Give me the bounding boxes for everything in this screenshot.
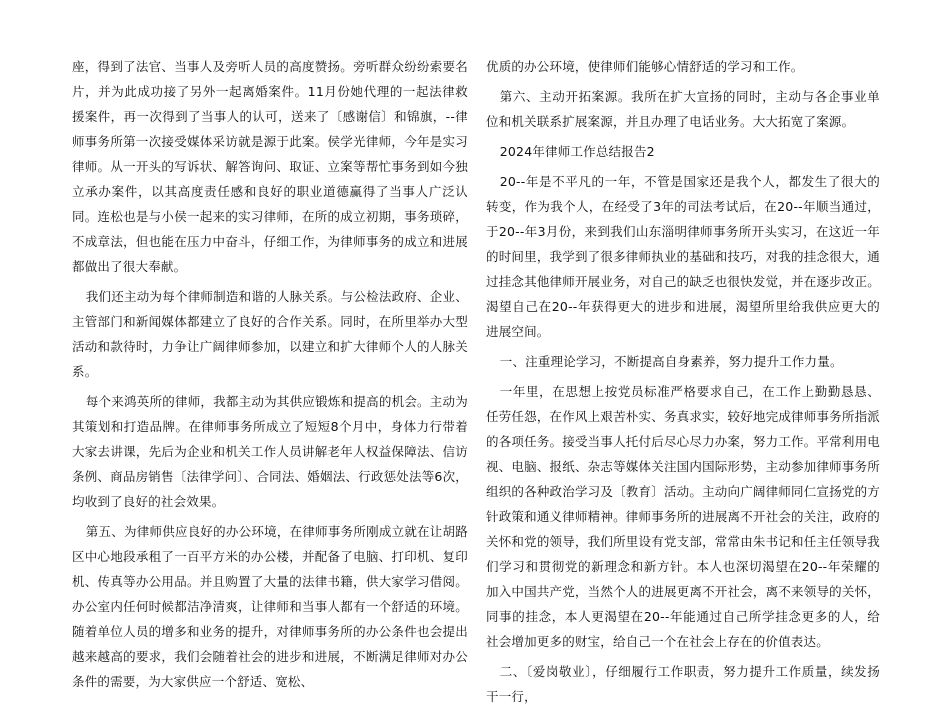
paragraph: 20--年是不平凡的一年，不管是国家还是我个人，都发生了很大的转变，作为我个人，在经受了3年的司法考试后，在20--年顺当通过，于20--年3月份，来到我们山东淄明律师事务所开头实习，在这近一年的时间里，我学到了很多律师执业的基础和技巧，对我的挂念很大，通过挂念其他律师开展业务，对自己的缺乏也很快发觉，并在逐步改正。渴望自己在20--年获得更大的进步和进展，渴望所里给我供应更大的进展空间。 [486, 174, 880, 339]
paragraph: 座，得到了法官、当事人及旁听人员的高度赞扬。旁听群众纷纷索要名片，并为此成功接了另外一起离婚案件。11月份她代理的一起法律救援案件，再一次得到了当事人的认可，送来了〔感谢信〕和锦旗，--律师事务所第一次接受媒体采访就是源于此案。侯学光律师，今年是实习律师。从一开头的写诉状、解答询问、取证、立案等帮忙事务到如今独立承办案件，以其高度责任感和良好的职业道德赢得了当事人广泛认同。连松也是与小侯一起来的实习律师，在所的成立初期，事务琐碎，不成章法，但也能在压力中奋斗，仔细工作，为律师事务的成立和进展都做出了很大奉献。 [72, 59, 468, 274]
report-title: 2024年律师工作总结报告2 [499, 144, 655, 159]
paragraph: 我们还主动为每个律师制造和谐的人脉关系。与公检法政府、企业、主管部门和新闻媒体都建立了良好的合作关系。同时，在所里举办大型活动和款待时，力争让广阔律师参加，以建立和扩大律师个人的人脉关系。 [72, 289, 468, 379]
paragraph: 一年里，在思想上按党员标准严格要求自己，在工作上勤勤恳恳、任劳任怨，在作风上艰苦朴实、务真求实，较好地完成律师事务所指派的各项任务。接受当事人托付后尽心尽力办案，努力工作。平常利用电视、电脑、报纸、杂志等媒体关注国内国际形势，主动参加律师事务所组织的各种政治学习及〔教育〕活动。主动向广阔律师同仁宣扬党的方针政策和通义律师精神。律师事务所的进展离不开社会的关注，政府的关怀和党的领导，我们所里设有党支部，常常由朱书记和任主任领导我们学习和贯彻党的新理念和新方针。本人也深切渴望在20--年荣耀的加入中国共产党，当然个人的进展更离不开社会，离不来领导的关怀，同事的挂念，本人更渴望在20--年能通过自己所学挂念更多的人，给社会增加更多的财宝，给自己一个在社会上存在的价值表达。 [486, 384, 880, 649]
paragraph: 每个来鸿英所的律师，我都主动为其供应锻炼和提高的机会。主动为其策划和打造品牌。在律师事务所成立了短短8个月中，身体力行带着大家去讲课，先后为企业和机关工作人员讲解老年人权益保障法、信访条例、商品房销售〔法律学问〕、合同法、婚姻法、行政惩处法等6次，均收到了良好的社会效果。 [72, 394, 468, 509]
section-heading: 一、注重理论学习，不断提高自身素养，努力提升工作力量。 [499, 354, 843, 369]
right-text-column [486, 54, 880, 714]
left-text-column [72, 54, 468, 699]
paragraph: 优质的办公环境，使律师们能够心情舒适的学习和工作。 [486, 59, 804, 74]
section-heading: 二、〔爱岗敬业〕，仔细履行工作职责，努力提升工作质量，续发扬干一行， [486, 664, 880, 704]
paragraph: 第五、为律师供应良好的办公环境，在律师事务所刚成立就在让胡路区中心地段承租了一百平方米的办公楼，并配备了电脑、打印机、复印机、传真等办公用品。并且购置了大量的法律书籍，供大家学习借阅。办公室内任何时候都洁净清爽，让律师和当事人都有一个舒适的环境。随着单位人员的增多和业务的提升，对律师事务所的办公条件也会提出越来越高的要求，我们会随着社会的进步和进展，不断满足律师对办公条件的需要，为大家供应一个舒适、宽松、 [72, 524, 468, 689]
paragraph: 第六、主动开拓案源。我所在扩大宣扬的同时，主动与各企事业单位和机关联系扩展案源，并且办理了电话业务。大大拓宽了案源。 [486, 89, 880, 129]
